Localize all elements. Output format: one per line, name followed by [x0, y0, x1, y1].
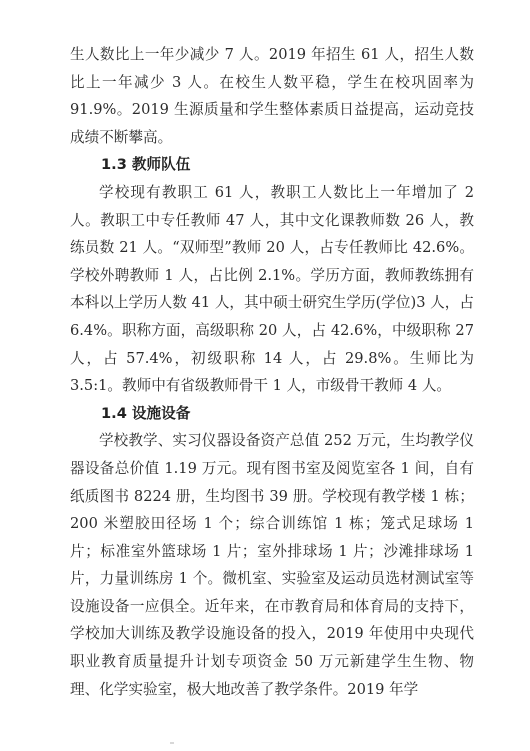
- section-paragraph-teachers: 学校现有教职工 61 人，教职工人数比上一年增加了 2 人。教职工中专任教师 47 人，其中文化课教师数 26 人，教练员数 21 人。“双师型”教师 20 人，占专任教师比 42.6%。学校外聘教师 1 人，占比例 2.1%。学历方面，教师教练拥有本科以上学历人数 41 人，其中硕士研究生学历(学位)3 人，占 6.4%。职称方面，高级职称 20 人，占 42.6%，中级职称 27 人，占 57.4%，初级职称 14 人，占 29.8%。生师比为 3.5:1。教师中有省级教师骨干 1 人，市级骨干教师 4 人。: [70, 183, 474, 395]
- document-body: [70, 41, 474, 703]
- continued-paragraph: 生人数比上一年少减少 7 人。2019 年招生 61 人，招生人数比上一年减少 3 人。在校生人数平稳，学生在校巩固率为 91.9%。2019 生源质量和学生整体素质日益提高，运动竞技成绩不断攀高。: [70, 46, 474, 146]
- section-heading-teachers: 1.3 教师队伍: [101, 156, 191, 174]
- section-paragraph-facilities: 学校教学、实习仪器设备资产总值 252 万元，生均教学仪器设备总价值 1.19 万元。现有图书室及阅览室各 1 间，自有纸质图书 8224 册，生均图书 39 册。学校现有教学楼 1 栋；200 米塑胶田径场 1 个；综合训练馆 1 栋；笼式足球场 1 片；标准室外篮球场 1 片；室外排球场 1 片；沙滩排球场 1 片，力量训练房 1 个。微机室、实验室及运动员选材测试室等设施设备一应俱全。近年来，在市教育局和体育局的支持下，学校加大训练及教学设施设备的投入，2019 年使用中央现代职业教育质量提升计划专项资金 50 万元新建学生生物、物理、化学实验室，极大地改善了教学条件。2019 年学: [70, 432, 474, 698]
- section-heading-facilities: 1.4 设施设备: [101, 404, 191, 422]
- scan-speck: [170, 742, 174, 744]
